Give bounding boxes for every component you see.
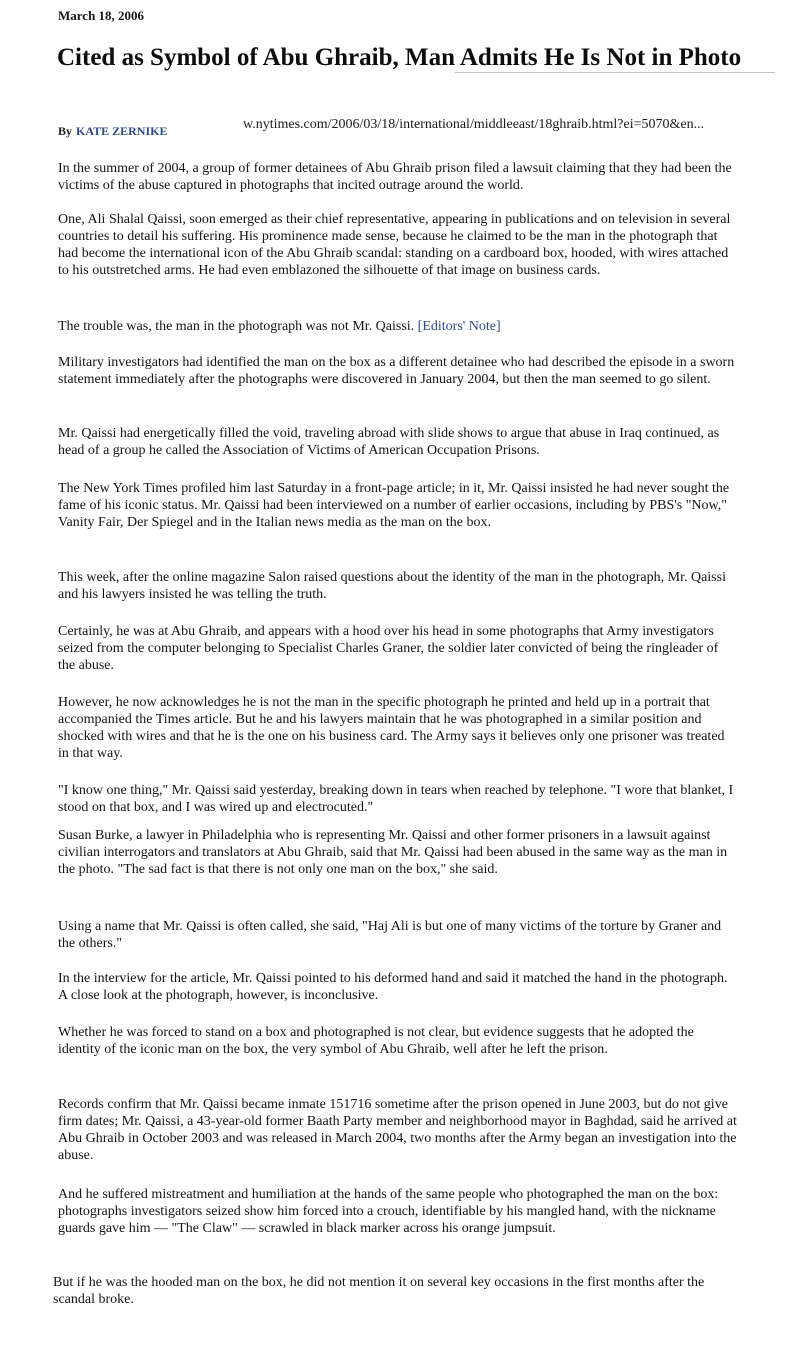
editors-note-link[interactable]: [Editors' Note] <box>417 319 501 334</box>
paragraph-17: But if he was the hooded man on the box, he did not mention it on several key occasions in the first months after the scandal broke. <box>53 1275 705 1307</box>
paragraph-8: Certainly, he was at Abu Ghraib, and appears with a hood over his head in some photographs that Army investigators seized from the computer belonging to Specialist Charles Graner, the soldier later convicted of being the ringleader of the abuse. <box>58 624 719 673</box>
byline <box>58 124 167 139</box>
byline-prefix: By <box>58 124 73 138</box>
paragraph-7: This week, after the online magazine Salon raised questions about the identity of the man in the photograph, Mr. Qaissi and his lawyers insisted he was telling the truth. <box>58 570 726 602</box>
paragraph-5: Mr. Qaissi had energetically filled the void, traveling abroad with slide shows to argue that abuse in Iraq continued, as head of a group he called the Association of Victims of American Occupation Prisons. <box>58 426 720 458</box>
paragraph-6: The New York Times profiled him last Saturday in a front-page article; in it, Mr. Qaissi insisted he had never sought the fame of his iconic status. Mr. Qaissi had been interviewed on a number of earlier occasions, including by PBS's "Now," Vanity Fair, Der Spiegel and in the Italian news media as the man on the box. <box>58 481 730 530</box>
article-date: March 18, 2006 <box>58 8 145 23</box>
paragraph-14: Whether he was forced to stand on a box and photographed is not clear, but evidence suggests that he adopted the identity of the iconic man on the box, the very symbol of Abu Ghraib, well after he left the prison. <box>58 1025 694 1057</box>
paragraph-16: And he suffered mistreatment and humiliation at the hands of the same people who photographed the man on the box: photographs investigators seized show him forced into a crouch, identifiable by his mangled hand, with the nickname guards gave him — "The Claw" — scrawled in black marker across his orange jumpsuit. <box>58 1187 719 1236</box>
author-link[interactable]: KATE ZERNIKE <box>76 124 168 138</box>
paragraph-11: Susan Burke, a lawyer in Philadelphia who is representing Mr. Qaissi and other former prisoners in a lawsuit against civilian interrogators and translators at Abu Ghraib, said that Mr. Qaissi had been abused in the same way as the man in the photo. "The sad fact is that there is not only one man on the box," she said. <box>58 828 728 877</box>
article-headline: Cited as Symbol of Abu Ghraib, Man Admits He Is Not in Photo <box>57 44 742 71</box>
paragraph-4: Military investigators had identified the man on the box as a different detainee who had described the episode in a sworn statement immediately after the photographs were discovered in January 2004, but then the man seemed to go silent. <box>58 355 735 387</box>
paragraph-1: In the summer of 2004, a group of former detainees of Abu Ghraib prison filed a lawsuit claiming that they had been the victims of the abuse captured in photographs that incited outrage around the world. <box>58 161 732 193</box>
paragraph-10: "I know one thing," Mr. Qaissi said yesterday, breaking down in tears when reached by telephone. "I wore that blanket, I stood on that box, and I was wired up and electrocuted." <box>58 783 734 815</box>
paragraph-3 <box>58 318 738 335</box>
paragraph-15: Records confirm that Mr. Qaissi became inmate 151716 sometime after the prison opened in June 2003, but do not give firm dates; Mr. Qaissi, a 43-year-old former Baath Party member and neighborhood mayor in Baghdad, said he arrived at Abu Ghraib in October 2003 and was released in March 2004, two months after the Army began an investigation into the abuse. <box>58 1097 737 1163</box>
article-url: w.nytimes.com/2006/03/18/international/middleeast/18ghraib.html?ei=5070&en... <box>243 117 705 132</box>
paragraph-12: Using a name that Mr. Qaissi is often called, she said, "Haj Ali is but one of many victims of the torture by Graner and the others." <box>58 919 722 951</box>
paragraph-9: However, he now acknowledges he is not the man in the specific photograph he printed and held up in a portrait that accompanied the Times article. But he and his lawyers maintain that he was photographed in a similar position and shocked with wires and that he is the one on his business card. The Army says it believes only one prisoner was treated in that way. <box>58 695 725 761</box>
paragraph-13: In the interview for the article, Mr. Qaissi pointed to his deformed hand and said it matched the hand in the photograph. A close look at the photograph, however, is inconclusive. <box>58 971 728 1003</box>
scan-rule-line <box>455 72 775 73</box>
paragraph-3-text: The trouble was, the man in the photograph was not Mr. Qaissi. <box>58 319 415 334</box>
paragraph-2: One, Ali Shalal Qaissi, soon emerged as their chief representative, appearing in publications and on television in several countries to detail his suffering. His prominence made sense, because he claimed to be the man in the photograph that had become the international icon of the Abu Ghraib scandal: standing on a cardboard box, hooded, with wires attached to his outstretched arms. He had even emblazoned the silhouette of that image on business cards. <box>58 212 731 278</box>
